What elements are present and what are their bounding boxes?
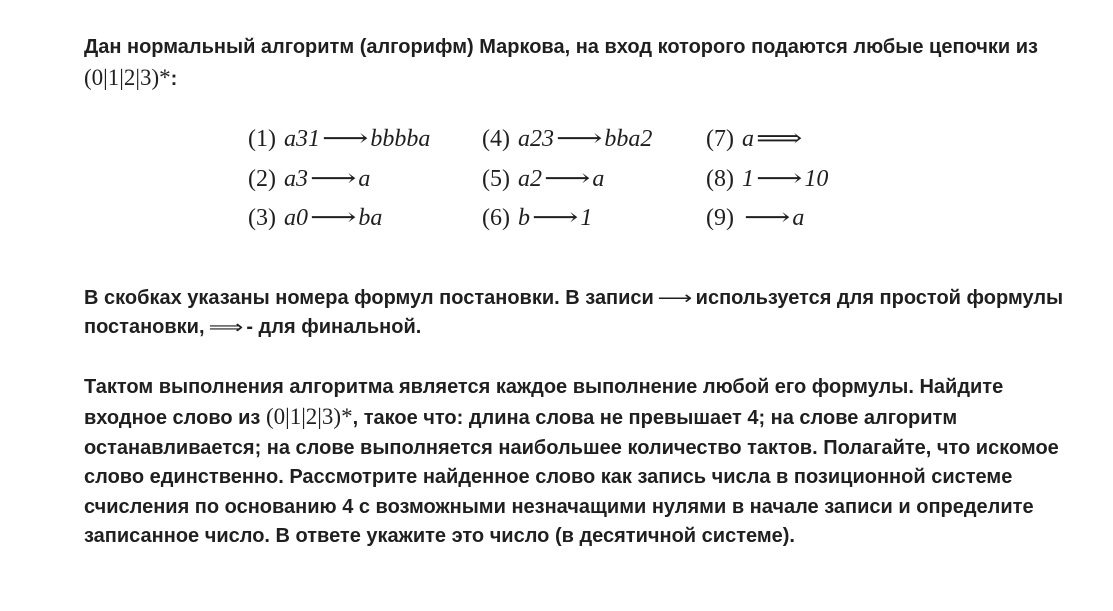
rule-lhs: a0 [283, 205, 308, 232]
rule-rhs: bbbba [370, 126, 431, 153]
legend-text-2: используется для простой формулы постановки, [84, 286, 1064, 338]
final-arrow-icon: ⟹ [755, 126, 803, 153]
intro-suffix: : [170, 67, 178, 90]
rule-number: (8) [706, 165, 734, 192]
rule-number: (9) [706, 205, 734, 232]
intro-text: Дан нормальный алгоритм (алгорифм) Маркова, на вход которого подаются любые цепочки из [84, 36, 1038, 58]
problem-statement [84, 33, 1074, 552]
rule-rhs: 10 [804, 165, 829, 192]
rule-lhs: a23 [517, 126, 554, 153]
task-alphabet: (0|1|2|3)* [265, 404, 353, 429]
rule-lhs: a [741, 126, 754, 153]
rule-lhs: 1 [741, 165, 754, 192]
rule-2 [248, 159, 482, 199]
rule-4 [482, 119, 706, 159]
rule-number: (5) [482, 165, 510, 192]
rule-6 [482, 198, 706, 238]
rule-5 [482, 159, 706, 199]
legend-paragraph [84, 284, 1074, 343]
simple-arrow-icon: ⟶ [321, 126, 369, 153]
rule-lhs: b [517, 205, 530, 232]
rule-number: (6) [482, 205, 510, 232]
legend-text-3: - для финальной. [246, 316, 422, 338]
final-arrow-icon: ⟹ [208, 317, 243, 338]
rule-8 [706, 159, 866, 199]
rules-row [248, 198, 866, 238]
rules-row [248, 119, 866, 159]
rule-number: (1) [248, 126, 276, 153]
legend-text-1: В скобках указаны номера формул постановки. В записи [84, 286, 654, 309]
rule-rhs: a [792, 205, 805, 232]
simple-arrow-icon: ⟶ [309, 165, 357, 192]
simple-arrow-icon: ⟶ [531, 205, 579, 232]
rule-rhs: a [358, 165, 371, 192]
rules-row [248, 159, 866, 199]
rule-number: (4) [482, 126, 510, 153]
simple-arrow-icon: ⟶ [755, 165, 803, 192]
task-paragraph [84, 373, 1074, 552]
rule-7 [706, 119, 866, 159]
rule-lhs: a3 [283, 165, 308, 192]
rule-number: (2) [248, 165, 276, 192]
rule-lhs: a2 [517, 165, 542, 192]
task-text-2: , такое что: длина слова не превышает 4; на слове алгоритм останавливается; на слове выполняется наибольшее количество тактов. Полагайте, что искомое слово единственно. Рассмотрите найденное слово как запись числа в позиционной системе счисления по основанию 4 с возможными незначащими нулями в начале записи и определите записанное число. В ответе укажите это число (в десятичной системе). [84, 407, 1059, 547]
rule-number: (7) [706, 126, 734, 153]
rule-rhs: 1 [580, 205, 593, 232]
simple-arrow-icon: ⟶ [743, 205, 791, 232]
rule-rhs: ba [358, 205, 383, 232]
rule-rhs: a [592, 165, 605, 192]
simple-arrow-icon: ⟶ [555, 126, 603, 153]
task-text-1: Тактом выполнения алгоритма является каждое выполнение любой его формулы. Найдите входное слово из [84, 375, 1004, 429]
rule-1 [248, 119, 482, 159]
intro-alphabet: (0|1|2|3)* [84, 64, 171, 90]
intro-paragraph [84, 33, 1074, 94]
simple-arrow-icon: ⟶ [657, 287, 693, 309]
markov-rules-table [248, 119, 866, 238]
rule-9 [706, 198, 866, 238]
simple-arrow-icon: ⟶ [309, 205, 357, 232]
simple-arrow-icon: ⟶ [543, 165, 591, 192]
rule-3 [248, 198, 482, 238]
rule-lhs: a31 [283, 126, 320, 153]
rule-rhs: bba2 [604, 126, 653, 153]
rule-number: (3) [248, 205, 276, 232]
